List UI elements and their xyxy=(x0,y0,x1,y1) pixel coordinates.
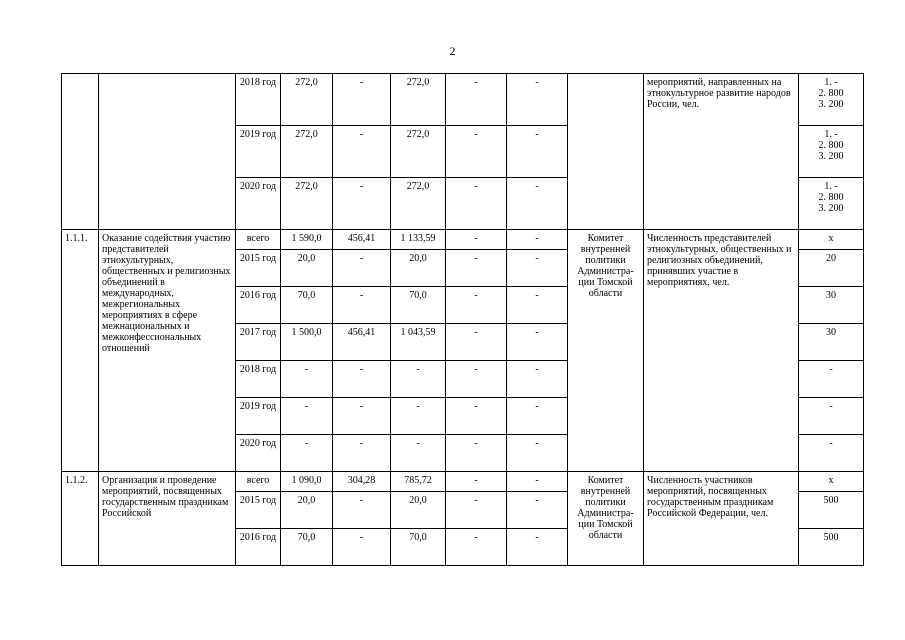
year-cell: 2016 год xyxy=(236,529,281,566)
federal-cell: - xyxy=(333,361,391,398)
federal-cell: 304,28 xyxy=(333,472,391,492)
local-cell: - xyxy=(446,472,507,492)
target-cell: - xyxy=(799,435,864,472)
measure-name: Оказание содействия участию представителей этнокультурных, общественных и религиозных объединений в международных, межрегиональных мероприятиях в сфере межнациональных и межконфессиональных отношений xyxy=(99,230,236,472)
federal-cell: - xyxy=(333,435,391,472)
other-cell: - xyxy=(507,126,568,178)
target-cell: 500 xyxy=(799,492,864,529)
program-table xyxy=(61,73,864,566)
total-cell: 1 590,0 xyxy=(281,230,333,250)
regional-cell: 20,0 xyxy=(391,250,446,287)
other-cell: - xyxy=(507,287,568,324)
regional-cell: - xyxy=(391,435,446,472)
federal-cell: - xyxy=(333,126,391,178)
local-cell: - xyxy=(446,250,507,287)
executor-cell xyxy=(568,74,644,230)
table-row xyxy=(62,74,864,126)
total-cell: 272,0 xyxy=(281,74,333,126)
year-cell: 2020 год xyxy=(236,435,281,472)
regional-cell: 1 043,59 xyxy=(391,324,446,361)
target-cell: 30 xyxy=(799,287,864,324)
regional-cell: 20,0 xyxy=(391,492,446,529)
federal-cell: - xyxy=(333,250,391,287)
year-cell: 2018 год xyxy=(236,74,281,126)
other-cell: - xyxy=(507,529,568,566)
local-cell: - xyxy=(446,178,507,230)
target-cell: х xyxy=(799,472,864,492)
regional-cell: 272,0 xyxy=(391,126,446,178)
local-cell: - xyxy=(446,361,507,398)
other-cell: - xyxy=(507,435,568,472)
local-cell: - xyxy=(446,287,507,324)
local-cell: - xyxy=(446,74,507,126)
federal-cell: - xyxy=(333,529,391,566)
federal-cell: - xyxy=(333,178,391,230)
year-cell: 2019 год xyxy=(236,398,281,435)
federal-cell: - xyxy=(333,492,391,529)
local-cell: - xyxy=(446,492,507,529)
regional-cell: 785,72 xyxy=(391,472,446,492)
regional-cell: - xyxy=(391,361,446,398)
total-cell: - xyxy=(281,398,333,435)
table-row xyxy=(62,230,864,250)
regional-cell: 70,0 xyxy=(391,287,446,324)
year-cell: 2016 год xyxy=(236,287,281,324)
federal-cell: - xyxy=(333,287,391,324)
table-row xyxy=(62,472,864,492)
total-cell: - xyxy=(281,435,333,472)
year-cell: 2015 год xyxy=(236,492,281,529)
total-cell: 20,0 xyxy=(281,250,333,287)
local-cell: - xyxy=(446,529,507,566)
row-number: 1.1.2. xyxy=(62,472,99,566)
target-cell: 1. - 2. 800 3. 200 xyxy=(799,126,864,178)
target-cell: - xyxy=(799,398,864,435)
total-cell: 1 500,0 xyxy=(281,324,333,361)
other-cell: - xyxy=(507,324,568,361)
total-cell: 70,0 xyxy=(281,529,333,566)
year-cell: всего xyxy=(236,472,281,492)
target-cell: 500 xyxy=(799,529,864,566)
executor-cell: Комитет внутренней политики Администра-ции Томской области xyxy=(568,230,644,472)
target-cell: х xyxy=(799,230,864,250)
year-cell: 2020 год xyxy=(236,178,281,230)
local-cell: - xyxy=(446,126,507,178)
target-cell: 1. - 2. 800 3. 200 xyxy=(799,178,864,230)
federal-cell: 456,41 xyxy=(333,230,391,250)
executor-cell: Комитет внутренней политики Администра-ции Томской области xyxy=(568,472,644,566)
target-cell: - xyxy=(799,361,864,398)
total-cell: 70,0 xyxy=(281,287,333,324)
year-cell: 2019 год xyxy=(236,126,281,178)
total-cell: 20,0 xyxy=(281,492,333,529)
total-cell: 272,0 xyxy=(281,126,333,178)
total-cell: - xyxy=(281,361,333,398)
target-cell: 30 xyxy=(799,324,864,361)
other-cell: - xyxy=(507,178,568,230)
measure-name xyxy=(99,74,236,230)
indicator-cell: Численность участников мероприятий, посвященных государственным праздникам Российской Федерации, чел. xyxy=(644,472,799,566)
regional-cell: 1 133,59 xyxy=(391,230,446,250)
target-cell: 20 xyxy=(799,250,864,287)
federal-cell: 456,41 xyxy=(333,324,391,361)
row-number xyxy=(62,74,99,230)
other-cell: - xyxy=(507,472,568,492)
local-cell: - xyxy=(446,230,507,250)
other-cell: - xyxy=(507,398,568,435)
page-number: 2 xyxy=(449,44,456,58)
local-cell: - xyxy=(446,324,507,361)
other-cell: - xyxy=(507,492,568,529)
other-cell: - xyxy=(507,361,568,398)
regional-cell: 272,0 xyxy=(391,178,446,230)
other-cell: - xyxy=(507,250,568,287)
federal-cell: - xyxy=(333,74,391,126)
year-cell: всего xyxy=(236,230,281,250)
total-cell: 272,0 xyxy=(281,178,333,230)
year-cell: 2018 год xyxy=(236,361,281,398)
row-number: 1.1.1. xyxy=(62,230,99,472)
federal-cell: - xyxy=(333,398,391,435)
local-cell: - xyxy=(446,435,507,472)
year-cell: 2017 год xyxy=(236,324,281,361)
other-cell: - xyxy=(507,74,568,126)
indicator-cell: Численность представителей этнокультурных, общественных и религиозных объединений, принявших участие в мероприятиях, чел. xyxy=(644,230,799,472)
year-cell: 2015 год xyxy=(236,250,281,287)
regional-cell: - xyxy=(391,398,446,435)
measure-name: Организация и проведение мероприятий, посвященных государственным праздникам Российской xyxy=(99,472,236,566)
indicator-cell: мероприятий, направленных на этнокультурное развитие народов России, чел. xyxy=(644,74,799,230)
target-cell: 1. - 2. 800 3. 200 xyxy=(799,74,864,126)
other-cell: - xyxy=(507,230,568,250)
total-cell: 1 090,0 xyxy=(281,472,333,492)
regional-cell: 70,0 xyxy=(391,529,446,566)
local-cell: - xyxy=(446,398,507,435)
regional-cell: 272,0 xyxy=(391,74,446,126)
